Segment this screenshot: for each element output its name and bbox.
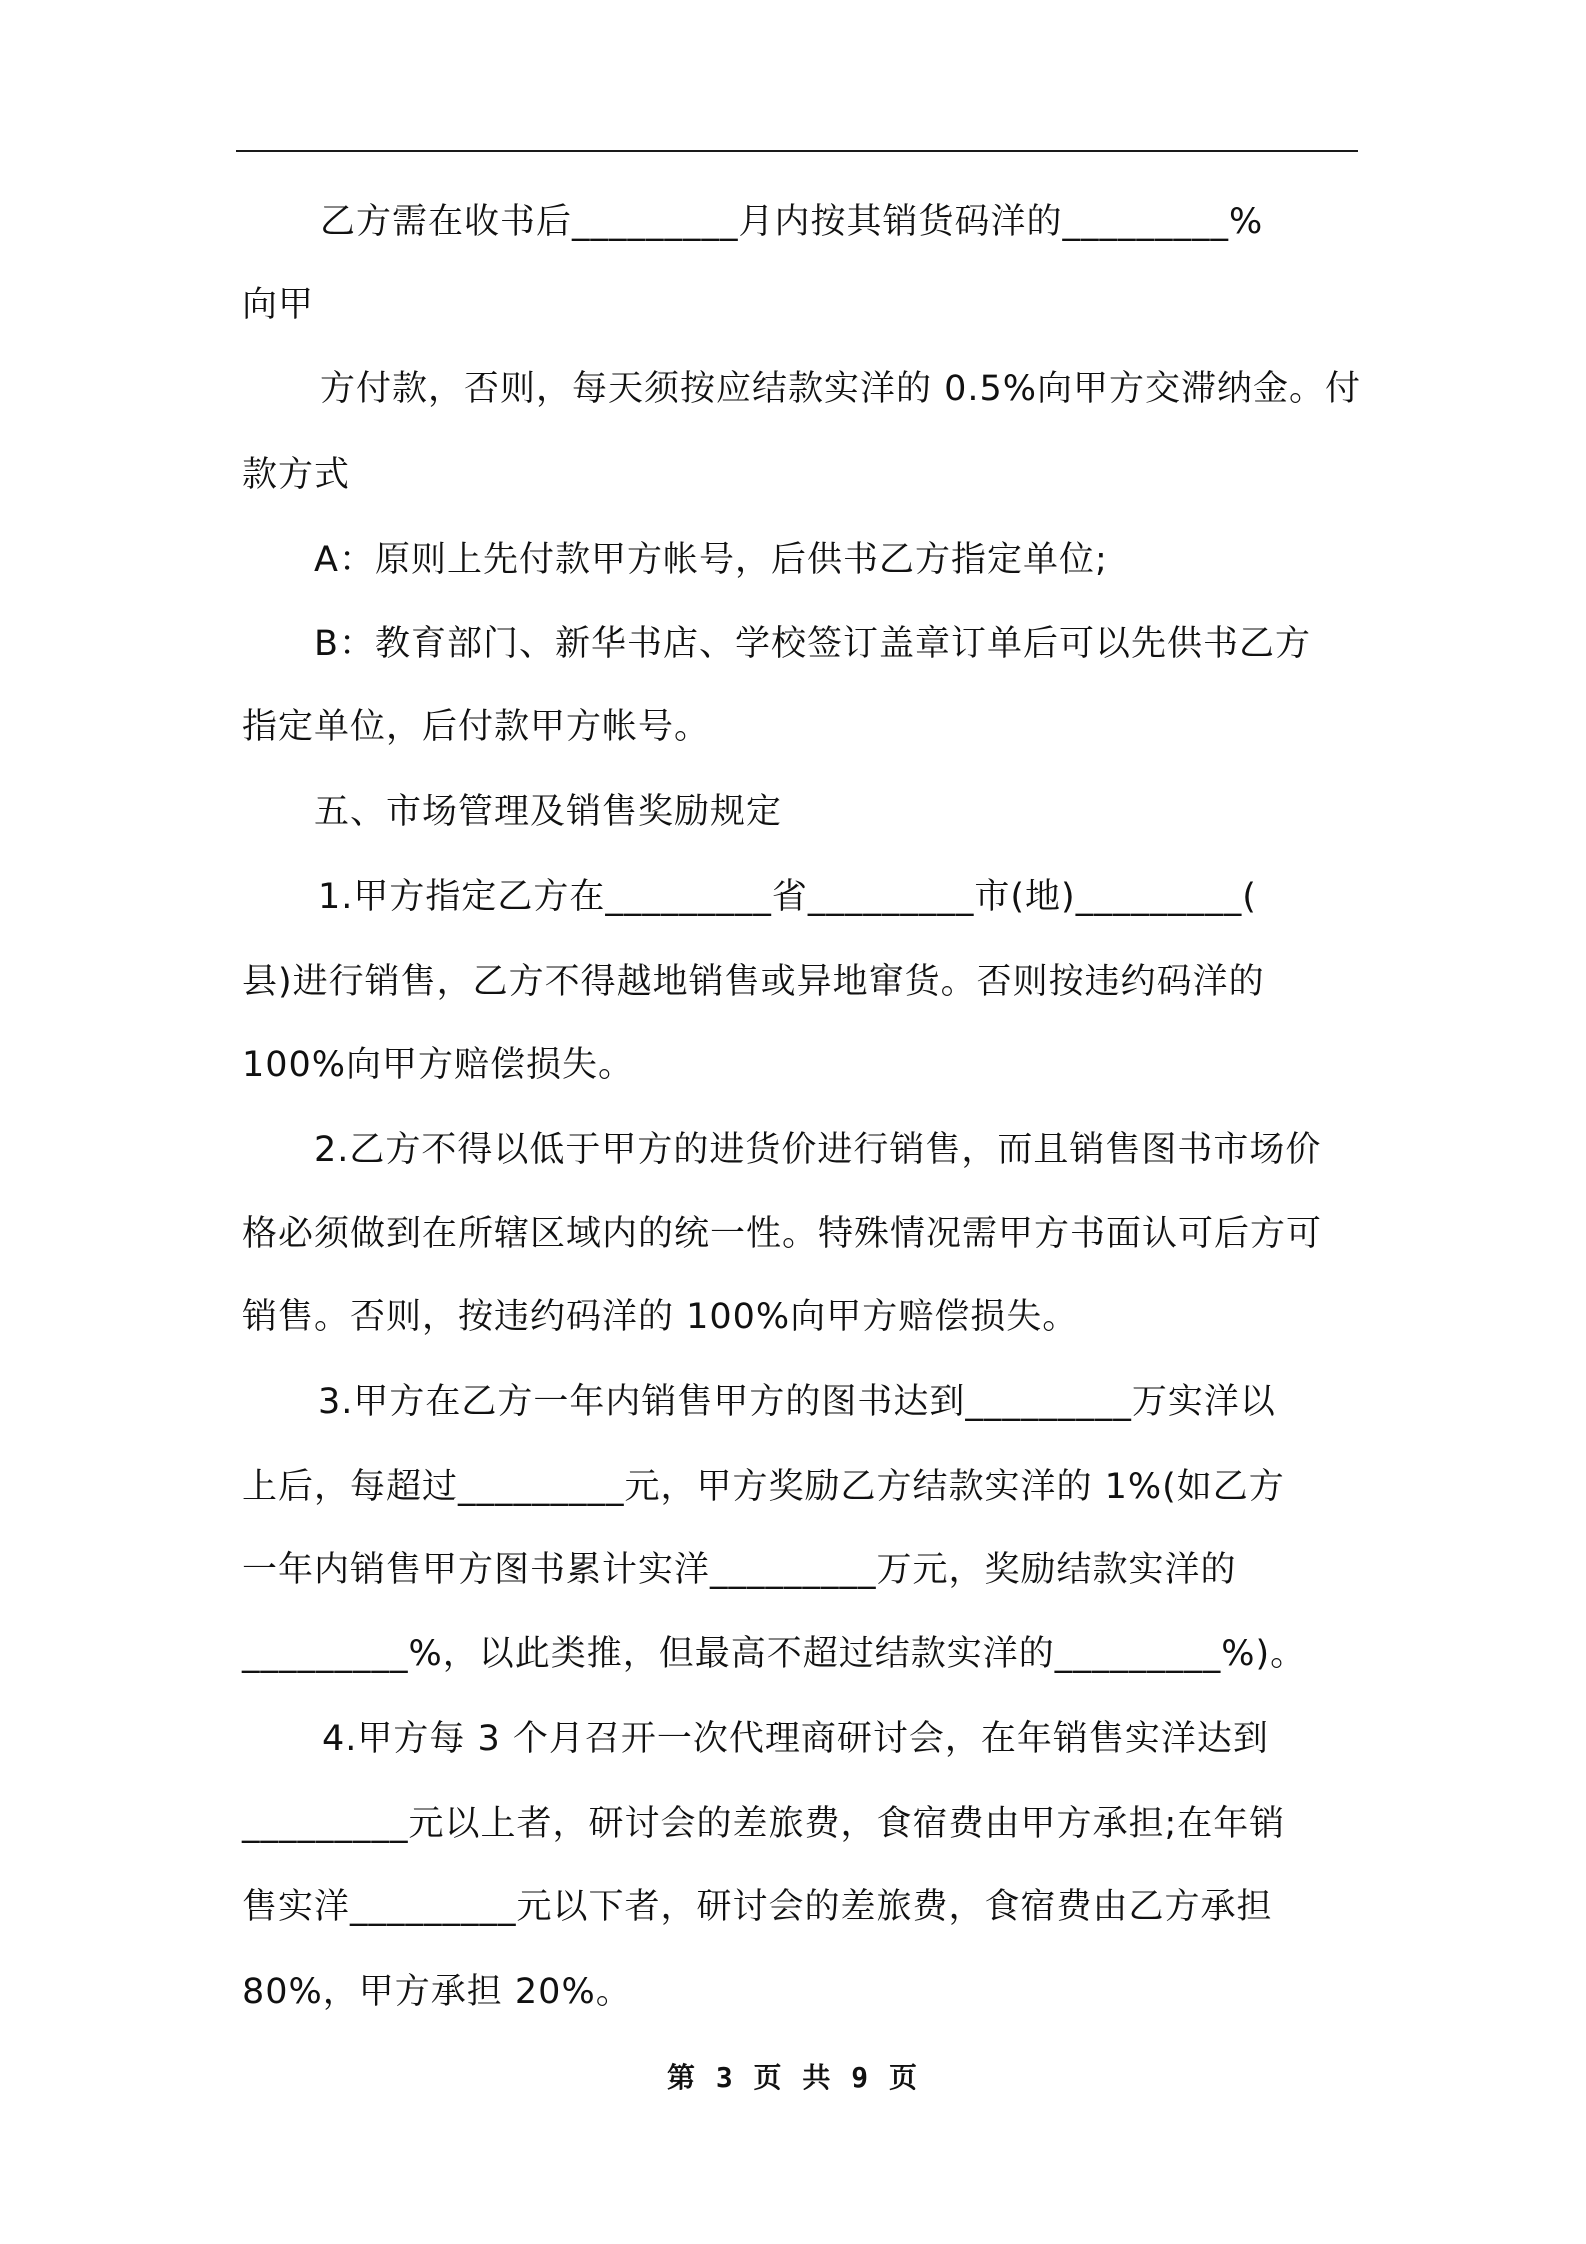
text-line: 3.甲方在乙方一年内销售甲方的图书达到_________万实洋以 <box>318 1382 1276 1422</box>
text-line: 售实洋_________元以下者，研讨会的差旅费，食宿费由乙方承担 <box>242 1887 1273 1927</box>
text-line: 乙方需在收书后_________月内按其销货码洋的_________% <box>320 202 1264 242</box>
text-line: 上后，每超过_________元，甲方奖励乙方结款实洋的 1%(如乙方 <box>242 1467 1285 1507</box>
text-line: 县)进行销售，乙方不得越地销售或异地窜货。否则按违约码洋的 <box>242 962 1265 1002</box>
text-line: 销售。否则，按违约码洋的 100%向甲方赔偿损失。 <box>242 1297 1079 1337</box>
text-line: _________元以上者，研讨会的差旅费，食宿费由甲方承担;在年销 <box>242 1804 1286 1844</box>
text-line: 4.甲方每 3 个月召开一次代理商研讨会，在年销售实洋达到 <box>322 1719 1269 1759</box>
text-line: 2.乙方不得以低于甲方的进货价进行销售，而且销售图书市场价 <box>314 1130 1322 1170</box>
text-line: 一年内销售甲方图书累计实洋_________万元，奖励结款实洋的 <box>242 1550 1237 1590</box>
text-line: 方付款，否则，每天须按应结款实洋的 0.5%向甲方交滞纳金。付 <box>320 369 1362 409</box>
text-line: 80%，甲方承担 20%。 <box>242 1972 632 2012</box>
text-line: 指定单位，后付款甲方帐号。 <box>242 707 711 747</box>
text-line: 款方式 <box>242 455 351 495</box>
text-line: 1.甲方指定乙方在_________省_________市(地)_________( <box>318 877 1257 917</box>
header-rule <box>236 150 1358 152</box>
text-line: A：原则上先付款甲方帐号，后供书乙方指定单位; <box>314 540 1108 580</box>
text-line: 100%向甲方赔偿损失。 <box>242 1045 635 1085</box>
text-line: B：教育部门、新华书店、学校签订盖章订单后可以先供书乙方 <box>314 624 1312 664</box>
page-number: 第 3 页 共 9 页 <box>666 2061 919 2094</box>
section-heading: 五、市场管理及销售奖励规定 <box>314 792 783 832</box>
text-line: 向甲 <box>242 285 315 325</box>
text-line: _________%，以此类推，但最高不超过结款实洋的_________%)。 <box>242 1634 1307 1674</box>
text-line: 格必须做到在所辖区域内的统一性。特殊情况需甲方书面认可后方可 <box>242 1214 1323 1254</box>
